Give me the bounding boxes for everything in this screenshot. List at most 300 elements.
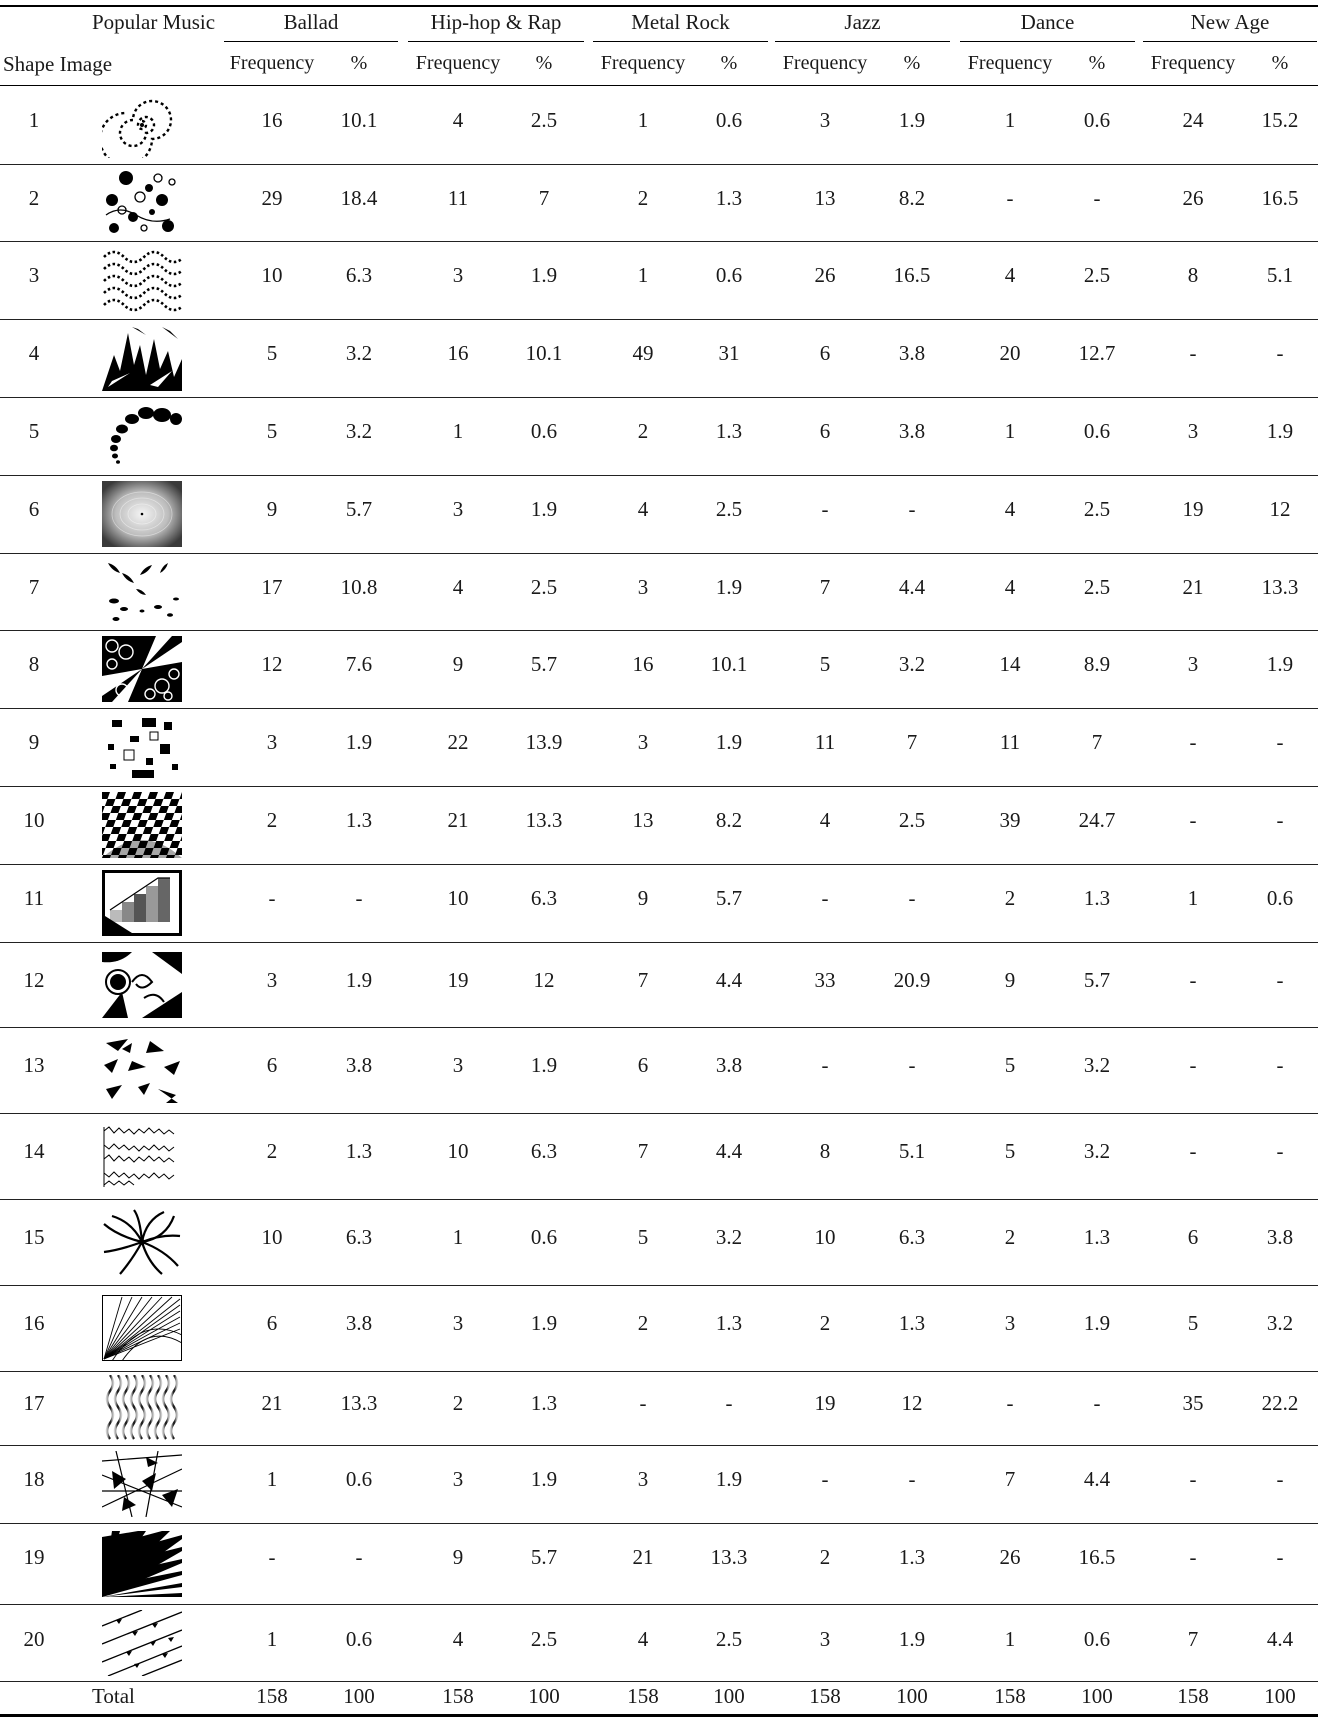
total-percent-cell: 100 <box>713 1684 745 1708</box>
frequency-cell: 10 <box>447 886 469 910</box>
percent-cell: - <box>1276 1139 1284 1163</box>
percent-cell: 1.9 <box>1266 652 1294 676</box>
table-row <box>0 864 1318 942</box>
percent-cell: 3.2 <box>715 1225 743 1249</box>
frequency-cell: - <box>821 1053 829 1077</box>
table-row <box>0 1027 1318 1113</box>
shape-number: 11 <box>23 886 45 910</box>
percent-cell: 10.1 <box>525 341 563 365</box>
total-row <box>0 1682 1318 1714</box>
percent-column-header: % <box>350 52 368 74</box>
percent-cell: 16.5 <box>1261 186 1299 210</box>
crossed-lines-icon <box>102 1451 182 1517</box>
percent-cell: 1.3 <box>715 186 743 210</box>
percent-cell: 6.3 <box>345 263 373 287</box>
frequency-cell: 7 <box>637 1139 649 1163</box>
group-underline <box>224 41 398 42</box>
percent-cell: 12 <box>533 968 555 992</box>
percent-cell: 7.6 <box>345 652 373 676</box>
frequency-cell: 12 <box>261 652 283 676</box>
percent-cell: 1.9 <box>898 1627 926 1651</box>
frequency-cell: 3 <box>266 968 278 992</box>
frequency-cell: 4 <box>1004 497 1016 521</box>
ellipse-trail-icon <box>102 403 182 469</box>
frequency-cell: 2 <box>819 1311 831 1335</box>
shape-number: 4 <box>28 341 40 365</box>
frequency-cell: 3 <box>1004 1311 1016 1335</box>
frequency-cell: 19 <box>814 1391 836 1415</box>
frequency-cell: 8 <box>819 1139 831 1163</box>
table-row <box>0 1199 1318 1285</box>
frequency-cell: - <box>821 497 829 521</box>
percent-column-header: % <box>903 52 921 74</box>
percent-cell: 2.5 <box>1083 263 1111 287</box>
radial-stripes-icon <box>102 1531 182 1597</box>
frequency-cell: 14 <box>999 652 1021 676</box>
percent-cell: 18.4 <box>340 186 378 210</box>
percent-cell: 7 <box>1091 730 1103 754</box>
percent-cell: 0.6 <box>1266 886 1294 910</box>
frequency-cell: 21 <box>632 1545 654 1569</box>
frequency-cell: 1 <box>1004 419 1016 443</box>
percent-cell: 4.4 <box>715 1139 743 1163</box>
frequency-cell: 2 <box>637 186 649 210</box>
genre-hiphop-rap: Hip-hop & Rap <box>430 10 562 34</box>
curved-rays-icon <box>102 1209 182 1275</box>
table-row <box>0 319 1318 397</box>
percent-cell: - <box>1276 730 1284 754</box>
shape-number: 3 <box>28 263 40 287</box>
percent-cell: 6.3 <box>530 1139 558 1163</box>
table-row <box>0 475 1318 553</box>
frequency-cell: 2 <box>266 1139 278 1163</box>
percent-cell: - <box>1276 341 1284 365</box>
percent-cell: 1.9 <box>345 730 373 754</box>
shape-number: 2 <box>28 186 40 210</box>
percent-cell: - <box>1276 1053 1284 1077</box>
percent-cell: 1.3 <box>898 1311 926 1335</box>
genre-metal-rock: Metal Rock <box>631 10 730 34</box>
frequency-cell: 4 <box>452 1627 464 1651</box>
frequency-cell: - <box>1006 186 1014 210</box>
frequency-cell: 2 <box>266 808 278 832</box>
shape-image-label: Shape Image <box>3 52 113 76</box>
percent-cell: 1.3 <box>715 1311 743 1335</box>
falling-leaves-icon <box>102 559 182 625</box>
frequency-cell: 7 <box>637 968 649 992</box>
percent-cell: 6.3 <box>345 1225 373 1249</box>
shape-number: 19 <box>23 1545 45 1569</box>
frequency-cell: 49 <box>632 341 654 365</box>
percent-cell: 3.2 <box>345 419 373 443</box>
percent-cell: 8.2 <box>715 808 743 832</box>
percent-column-header: % <box>1088 52 1106 74</box>
total-frequency-cell: 158 <box>994 1684 1026 1708</box>
percent-cell: 5.7 <box>1083 968 1111 992</box>
percent-cell: 1.9 <box>530 1467 558 1491</box>
table-row <box>0 1445 1318 1523</box>
percent-cell: 12 <box>901 1391 923 1415</box>
total-percent-cell: 100 <box>1081 1684 1113 1708</box>
table-top-rule <box>0 5 1318 7</box>
percent-cell: 3.2 <box>1083 1053 1111 1077</box>
percent-cell: - <box>1276 1545 1284 1569</box>
frequency-cell: 1 <box>266 1467 278 1491</box>
percent-cell: 5.7 <box>530 1545 558 1569</box>
percent-cell: 1.3 <box>1083 886 1111 910</box>
frequency-cell: 9 <box>266 497 278 521</box>
frequency-cell: - <box>821 1467 829 1491</box>
percent-cell: 2.5 <box>898 808 926 832</box>
frequency-cell: 10 <box>261 263 283 287</box>
frequency-cell: 5 <box>266 419 278 443</box>
frequency-cell: 35 <box>1182 1391 1204 1415</box>
shape-number: 16 <box>23 1311 45 1335</box>
frequency-cell: - <box>1189 1139 1197 1163</box>
frequency-cell: 1 <box>637 263 649 287</box>
percent-cell: - <box>908 497 916 521</box>
total-frequency-cell: 158 <box>1177 1684 1209 1708</box>
table-row <box>0 1285 1318 1371</box>
frequency-cell: 1 <box>1004 1627 1016 1651</box>
percent-cell: 7 <box>906 730 918 754</box>
percent-cell: 8.9 <box>1083 652 1111 676</box>
frequency-cell: 7 <box>1187 1627 1199 1651</box>
frequency-cell: 3 <box>452 497 464 521</box>
genre-jazz: Jazz <box>844 10 881 34</box>
shape-number: 9 <box>28 730 40 754</box>
percent-cell: 16.5 <box>1078 1545 1116 1569</box>
frequency-cell: 6 <box>819 419 831 443</box>
frequency-cell: 3 <box>452 263 464 287</box>
shape-number: 1 <box>28 108 40 132</box>
frequency-cell: 3 <box>637 730 649 754</box>
total-frequency-cell: 158 <box>809 1684 841 1708</box>
percent-cell: 1.9 <box>715 730 743 754</box>
frequency-cell: 21 <box>1182 575 1204 599</box>
genre-ballad: Ballad <box>283 10 339 34</box>
percent-cell: 0.6 <box>345 1467 373 1491</box>
total-frequency-cell: 158 <box>442 1684 474 1708</box>
percent-cell: 1.9 <box>530 263 558 287</box>
frequency-cell: 9 <box>452 1545 464 1569</box>
shape-number: 7 <box>28 575 40 599</box>
frequency-cell: 3 <box>637 1467 649 1491</box>
percent-cell: 1.9 <box>715 575 743 599</box>
frequency-cell: - <box>1006 1391 1014 1415</box>
frequency-column-header: Frequency <box>229 52 315 74</box>
percent-cell: 6.3 <box>898 1225 926 1249</box>
percent-cell: 24.7 <box>1078 808 1116 832</box>
frequency-cell: 5 <box>637 1225 649 1249</box>
percent-cell: 22.2 <box>1261 1391 1299 1415</box>
shape-number: 8 <box>28 652 40 676</box>
frequency-cell: 22 <box>447 730 469 754</box>
frequency-cell: 2 <box>1004 886 1016 910</box>
frequency-cell: - <box>1189 968 1197 992</box>
frequency-cell: - <box>1189 341 1197 365</box>
percent-cell: 3.2 <box>345 341 373 365</box>
frequency-cell: 9 <box>452 652 464 676</box>
frequency-cell: 26 <box>1182 186 1204 210</box>
percent-cell: 0.6 <box>1083 419 1111 443</box>
frequency-cell: 5 <box>1004 1053 1016 1077</box>
shape-number: 17 <box>23 1391 45 1415</box>
frequency-cell: 21 <box>447 808 469 832</box>
frequency-cell: 7 <box>1004 1467 1016 1491</box>
percent-cell: 2.5 <box>715 1627 743 1651</box>
frequency-cell: 4 <box>637 497 649 521</box>
percent-cell: 1.9 <box>345 968 373 992</box>
frequency-cell: 1 <box>637 108 649 132</box>
frequency-cell: 1 <box>452 1225 464 1249</box>
frequency-cell: 3 <box>819 1627 831 1651</box>
percent-cell: 12 <box>1269 497 1291 521</box>
group-underline <box>960 41 1135 42</box>
frequency-cell: 3 <box>637 575 649 599</box>
frequency-cell: 19 <box>1182 497 1204 521</box>
percent-cell: 6.3 <box>530 886 558 910</box>
total-frequency-cell: 158 <box>627 1684 659 1708</box>
triangles-icon <box>102 1037 182 1103</box>
shape-number: 20 <box>23 1627 45 1651</box>
percent-cell: 0.6 <box>1083 1627 1111 1651</box>
group-underline <box>408 41 584 42</box>
percent-cell: 3.2 <box>1266 1311 1294 1335</box>
percent-cell: 15.2 <box>1261 108 1299 132</box>
percent-cell: 0.6 <box>1083 108 1111 132</box>
percent-column-header: % <box>535 52 553 74</box>
frequency-cell: 4 <box>452 575 464 599</box>
frequency-cell: 19 <box>447 968 469 992</box>
frequency-cell: 2 <box>637 1311 649 1335</box>
frequency-column-header: Frequency <box>415 52 501 74</box>
frequency-cell: - <box>1189 1467 1197 1491</box>
shape-number: 15 <box>23 1225 45 1249</box>
frequency-cell: 2 <box>1004 1225 1016 1249</box>
frequency-cell: 7 <box>819 575 831 599</box>
percent-cell: 1.3 <box>1083 1225 1111 1249</box>
percent-cell: 12.7 <box>1078 341 1116 365</box>
frequency-cell: 2 <box>637 419 649 443</box>
frequency-cell: 26 <box>814 263 836 287</box>
shape-number: 12 <box>23 968 45 992</box>
table-row <box>0 553 1318 630</box>
shape-number: 13 <box>23 1053 45 1077</box>
percent-cell: 5.1 <box>1266 263 1294 287</box>
line-fan-icon <box>102 1295 182 1361</box>
percent-cell: - <box>908 886 916 910</box>
frequency-cell: 9 <box>1004 968 1016 992</box>
frequency-cell: 6 <box>266 1053 278 1077</box>
frequency-cell: 16 <box>632 652 654 676</box>
percent-cell: 2.5 <box>1083 575 1111 599</box>
percent-cell: 1.9 <box>530 497 558 521</box>
total-percent-cell: 100 <box>528 1684 560 1708</box>
genre-new-age: New Age <box>1190 10 1270 34</box>
table-row <box>0 630 1318 708</box>
frequency-cell: 10 <box>261 1225 283 1249</box>
frequency-cell: 13 <box>814 186 836 210</box>
wavy-dot-lines-icon <box>102 247 182 313</box>
frequency-cell: 21 <box>261 1391 283 1415</box>
group-underline <box>775 41 950 42</box>
percent-cell: 10.8 <box>340 575 378 599</box>
percent-cell: 2.5 <box>530 575 558 599</box>
table-bottom-rule <box>0 1714 1318 1717</box>
frequency-cell: 39 <box>999 808 1021 832</box>
table-row <box>0 1523 1318 1604</box>
frequency-cell: 4 <box>1004 263 1016 287</box>
percent-cell: 1.3 <box>715 419 743 443</box>
frequency-cell: 10 <box>447 1139 469 1163</box>
frequency-cell: 11 <box>999 730 1021 754</box>
popular-music-label: Popular Music <box>92 10 216 34</box>
percent-cell: 1.9 <box>530 1311 558 1335</box>
percent-cell: 0.6 <box>715 263 743 287</box>
frequency-cell: 2 <box>452 1391 464 1415</box>
frequency-cell: 1 <box>266 1627 278 1651</box>
percent-cell: 13.3 <box>1261 575 1299 599</box>
percent-cell: 3.2 <box>1083 1139 1111 1163</box>
frequency-cell: - <box>268 886 276 910</box>
frequency-cell: 3 <box>1187 419 1199 443</box>
percent-column-header: % <box>720 52 738 74</box>
frequency-cell: 13 <box>632 808 654 832</box>
frequency-cell: 10 <box>814 1225 836 1249</box>
percent-cell: 8.2 <box>898 186 926 210</box>
table-row <box>0 786 1318 864</box>
percent-cell: 7 <box>538 186 550 210</box>
percent-cell: 5.7 <box>345 497 373 521</box>
frequency-cell: 20 <box>999 341 1021 365</box>
diagonal-arrows-icon <box>102 1610 182 1676</box>
frequency-cell: 16 <box>447 341 469 365</box>
table-row <box>0 942 1318 1027</box>
frequency-cell: 33 <box>814 968 836 992</box>
percent-cell: 13.9 <box>525 730 563 754</box>
percent-cell: 13.3 <box>525 808 563 832</box>
frequency-cell: 6 <box>637 1053 649 1077</box>
percent-cell: 1.9 <box>1083 1311 1111 1335</box>
table-row <box>0 86 1318 164</box>
percent-cell: 1.3 <box>345 1139 373 1163</box>
frequency-cell: 4 <box>1004 575 1016 599</box>
frequency-cell: 3 <box>1187 652 1199 676</box>
scattered-squares-icon <box>102 714 182 780</box>
percent-cell: 5.7 <box>530 652 558 676</box>
frequency-column-header: Frequency <box>600 52 686 74</box>
percent-cell: 10.1 <box>340 108 378 132</box>
shape-number: 18 <box>23 1467 45 1491</box>
frequency-cell: - <box>1189 1545 1197 1569</box>
frequency-cell: 5 <box>819 652 831 676</box>
frequency-column-header: Frequency <box>1150 52 1236 74</box>
frequency-cell: 11 <box>447 186 469 210</box>
percent-cell: - <box>1093 1391 1101 1415</box>
bubble-swirl-icon <box>102 636 182 702</box>
frequency-cell: 8 <box>1187 263 1199 287</box>
jagged-flames-icon <box>102 325 182 391</box>
frequency-cell: 5 <box>1004 1139 1016 1163</box>
thin-zigzags-icon <box>102 1123 182 1189</box>
percent-cell: 1.9 <box>530 1053 558 1077</box>
frequency-cell: 4 <box>637 1627 649 1651</box>
frequency-cell: 2 <box>819 1545 831 1569</box>
percent-cell: 1.9 <box>898 108 926 132</box>
frequency-cell: 26 <box>999 1545 1021 1569</box>
frequency-cell: - <box>639 1391 647 1415</box>
percent-cell: 3.2 <box>898 652 926 676</box>
frequency-cell: 3 <box>452 1053 464 1077</box>
shaded-blocks-icon <box>102 870 182 936</box>
percent-cell: 4.4 <box>1266 1627 1294 1651</box>
frequency-cell: 1 <box>1004 108 1016 132</box>
percent-cell: - <box>355 1545 363 1569</box>
percent-cell: 2.5 <box>1083 497 1111 521</box>
frequency-cell: - <box>821 886 829 910</box>
table-row <box>0 1371 1318 1445</box>
percent-cell: 4.4 <box>898 575 926 599</box>
frequency-cell: - <box>1189 1053 1197 1077</box>
total-label: Total <box>92 1684 135 1708</box>
frequency-cell: 6 <box>1187 1225 1199 1249</box>
percent-cell: 5.7 <box>715 886 743 910</box>
frequency-cell: - <box>1189 730 1197 754</box>
percent-cell: 3.8 <box>715 1053 743 1077</box>
shape-number: 10 <box>23 808 45 832</box>
frequency-column-header: Frequency <box>782 52 868 74</box>
frequency-cell: 4 <box>819 808 831 832</box>
table-row <box>0 397 1318 475</box>
percent-cell: - <box>1276 808 1284 832</box>
percent-cell: - <box>355 886 363 910</box>
percent-cell: 4.4 <box>1083 1467 1111 1491</box>
percent-cell: 13.3 <box>340 1391 378 1415</box>
percent-cell: - <box>908 1467 916 1491</box>
percent-cell: 31 <box>718 341 740 365</box>
frequency-cell: 17 <box>261 575 283 599</box>
percent-cell: 20.9 <box>893 968 931 992</box>
shape-number: 6 <box>28 497 40 521</box>
percent-cell: 3.8 <box>345 1311 373 1335</box>
frequency-cell: 6 <box>266 1311 278 1335</box>
percent-column-header: % <box>1271 52 1289 74</box>
percent-cell: - <box>908 1053 916 1077</box>
frequency-cell: 1 <box>452 419 464 443</box>
percent-cell: 0.6 <box>715 108 743 132</box>
percent-cell: 1.3 <box>345 808 373 832</box>
frequency-cell: 3 <box>452 1467 464 1491</box>
group-underline <box>1143 41 1317 42</box>
total-frequency-cell: 158 <box>256 1684 288 1708</box>
table-row <box>0 164 1318 241</box>
total-percent-cell: 100 <box>1264 1684 1296 1708</box>
percent-cell: 1.3 <box>530 1391 558 1415</box>
frequency-cell: 5 <box>1187 1311 1199 1335</box>
total-percent-cell: 100 <box>896 1684 928 1708</box>
frequency-cell: 3 <box>819 108 831 132</box>
frequency-cell: 29 <box>261 186 283 210</box>
frequency-cell: 9 <box>637 886 649 910</box>
shape-number: 5 <box>28 419 40 443</box>
percent-cell: 1.3 <box>898 1545 926 1569</box>
genre-dance: Dance <box>1020 10 1075 34</box>
grey-glow-icon <box>102 481 182 547</box>
frequency-column-header: Frequency <box>967 52 1053 74</box>
percent-cell: 3.8 <box>898 419 926 443</box>
scattered-circles-icon <box>102 170 182 236</box>
